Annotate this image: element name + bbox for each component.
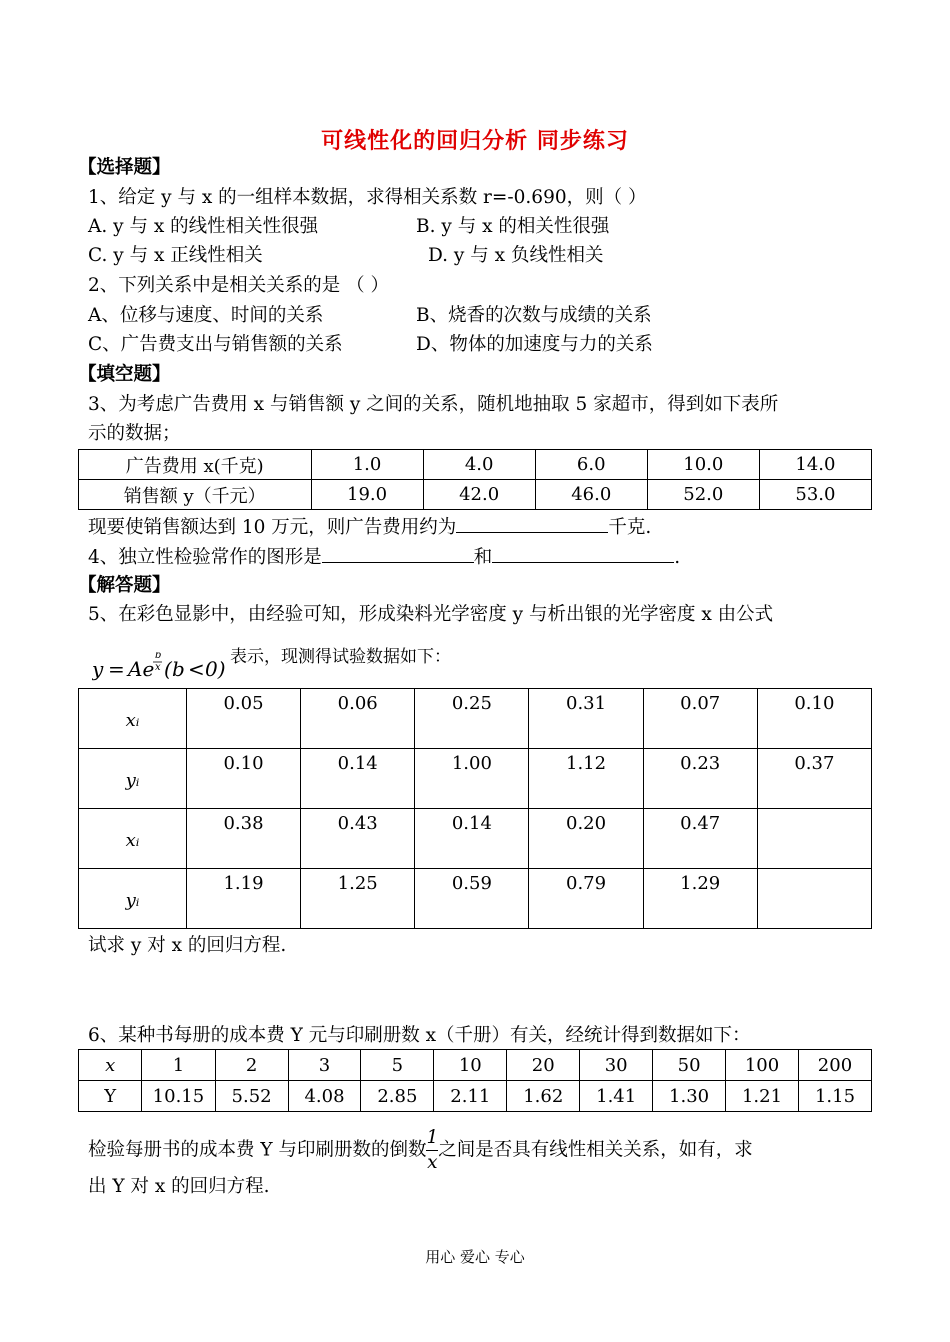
question-5-line1: 5、在彩色显影中，由经验可知，形成染料光学密度 y 与析出银的光学密度 x 由公式: [88, 604, 774, 625]
row-label-y: yᵢ: [79, 749, 187, 809]
table-cell: 0.14: [301, 749, 415, 809]
table-cell: 0.14: [415, 809, 529, 869]
table-cell: 1: [142, 1050, 215, 1081]
row-label-y: yᵢ: [79, 869, 187, 929]
table-cell: 1.19: [186, 869, 300, 929]
question-2: 2、下列关系中是相关关系的是 （ ）: [88, 275, 390, 296]
table-cell: 1.21: [726, 1081, 799, 1112]
answer-blank: [456, 514, 608, 533]
question-6: 6、某种书每册的成本费 Y 元与印刷册数 x（千册）有关，经统计得到数据如下：: [88, 1025, 751, 1046]
question-5-line2: 表示，现测得试验数据如下：: [230, 647, 451, 667]
table-cell: [757, 809, 871, 869]
table-cell: 1.00: [415, 749, 529, 809]
table-cell: 1.30: [653, 1081, 726, 1112]
table-cell: 0.20: [529, 809, 643, 869]
q4-end: .: [674, 547, 681, 568]
table-cell: 0.23: [643, 749, 757, 809]
table-cell: 0.37: [757, 749, 871, 809]
question-3-line1: 3、为考虑广告费用 x 与销售额 y 之间的关系，随机地抽取 5 家超市，得到如下表所: [88, 394, 779, 415]
table-cell: 5: [361, 1050, 434, 1081]
question-4: [88, 544, 680, 570]
table-cell: 0.43: [301, 809, 415, 869]
q4-text: 4、独立性检验常作的图形是: [88, 547, 322, 568]
fraction-denominator: x: [427, 1152, 438, 1173]
table-cell: 0.59: [415, 869, 529, 929]
q1-option-d: D. y 与 x 负线性相关: [428, 245, 604, 266]
fraction-numerator: 1: [426, 1126, 438, 1151]
table-row: [79, 1081, 872, 1112]
question-3-line2: 示的数据；: [88, 423, 181, 444]
table-cell: 1.41: [580, 1081, 653, 1112]
formula-text: [92, 652, 102, 653]
table-row: [79, 869, 872, 929]
svg-text:y: y: [92, 657, 104, 681]
table-cell: 3: [288, 1050, 361, 1081]
svg-text:Ae: Ae: [128, 657, 155, 681]
table-cell: 0.25: [415, 689, 529, 749]
table-cell: 0.05: [186, 689, 300, 749]
section-fill: 【填空题】: [78, 364, 171, 385]
table-cell: 0.31: [529, 689, 643, 749]
table-cell: 20: [507, 1050, 580, 1081]
table-cell: 10.15: [142, 1081, 215, 1112]
table-cell: 53.0: [759, 480, 871, 510]
density-table: [78, 688, 872, 929]
question-1: 1、给定 y 与 x 的一组样本数据，求得相关系数 r=-0.690，则（ ）: [88, 187, 647, 208]
question-6-line1: [88, 1126, 753, 1175]
table-cell: 1.0: [311, 450, 423, 480]
svg-text:=: =: [108, 657, 125, 681]
q1-option-c: C. y 与 x 正线性相关: [88, 245, 263, 266]
table-row: [79, 1050, 872, 1081]
question-3-ending: [88, 514, 651, 540]
svg-text:b: b: [172, 657, 185, 681]
table-cell: 1.29: [643, 869, 757, 929]
q2-option-d: D、物体的加速度与力的关系: [416, 334, 653, 355]
table-cell: 2.85: [361, 1081, 434, 1112]
page-title: 可线性化的回归分析 同步练习: [321, 128, 629, 154]
table-row-label: 销售额 y（千元）: [79, 480, 312, 510]
table-cell: 5.52: [215, 1081, 288, 1112]
table-cell: 200: [798, 1050, 871, 1081]
table-cell: 10.0: [647, 450, 759, 480]
table-row: [79, 480, 872, 510]
q3-end-text: 现要使销售额达到 10 万元，则广告费用约为: [88, 517, 457, 538]
table-cell: 4.08: [288, 1081, 361, 1112]
q2-option-b: B、烧香的次数与成绩的关系: [416, 305, 652, 326]
table-cell: 46.0: [535, 480, 647, 510]
svg-text:b: b: [155, 652, 162, 661]
row-label-x: xᵢ: [79, 689, 187, 749]
table-cell: 0.10: [757, 689, 871, 749]
q2-option-c: C、广告费支出与销售额的关系: [88, 334, 343, 355]
svg-text:(: (: [164, 657, 172, 681]
table-cell: 0.47: [643, 809, 757, 869]
table-cell: 1.12: [529, 749, 643, 809]
table-cell: 0.07: [643, 689, 757, 749]
q1-option-a: A. y 与 x 的线性相关性很强: [88, 216, 319, 237]
table-cell: 4.0: [423, 450, 535, 480]
formula-graphic: [92, 652, 232, 692]
table-row: [79, 689, 872, 749]
q6-text-b: 之间是否具有线性相关关系，如有，求: [438, 1139, 753, 1161]
fraction-one-over-x: [426, 1126, 438, 1175]
svg-text:x: x: [155, 662, 161, 673]
row-label-x: x: [79, 1050, 142, 1081]
table-cell: 6.0: [535, 450, 647, 480]
table-row: [79, 749, 872, 809]
table-cell: 2.11: [434, 1081, 507, 1112]
svg-text:<: <: [188, 657, 205, 681]
table-row: [79, 809, 872, 869]
q2-option-a: A、位移与速度、时间的关系: [88, 305, 324, 326]
table-cell: 0.10: [186, 749, 300, 809]
answer-blank: [492, 544, 674, 563]
table-cell: 30: [580, 1050, 653, 1081]
row-label-x: xᵢ: [79, 809, 187, 869]
table-cell: 0.06: [301, 689, 415, 749]
row-label-y: Y: [79, 1081, 142, 1112]
svg-text:0): 0): [205, 657, 226, 681]
table-cell: 1.25: [301, 869, 415, 929]
section-choice: 【选择题】: [78, 157, 171, 178]
section-solve: 【解答题】: [78, 575, 171, 596]
page-footer: 用心 爱心 专心: [425, 1248, 525, 1266]
table-cell: 0.79: [529, 869, 643, 929]
table-cell: 2: [215, 1050, 288, 1081]
question-6-line2: 出 Y 对 x 的回归方程.: [88, 1176, 270, 1197]
ad-sales-table: [78, 449, 872, 510]
table-row-label: 广告费用 x(千克): [79, 450, 312, 480]
q6-text-a: 检验每册书的成本费 Y 与印刷册数的倒数: [88, 1139, 427, 1161]
book-cost-table: [78, 1049, 872, 1112]
table-cell: 42.0: [423, 480, 535, 510]
q3-end-unit: 千克.: [608, 517, 652, 538]
question-5-ending: 试求 y 对 x 的回归方程.: [88, 935, 287, 956]
answer-blank: [322, 544, 474, 563]
table-cell: 1.15: [798, 1081, 871, 1112]
table-cell: 0.38: [186, 809, 300, 869]
table-cell: [757, 869, 871, 929]
table-cell: 19.0: [311, 480, 423, 510]
q4-and: 和: [473, 547, 493, 568]
table-cell: 100: [726, 1050, 799, 1081]
table-row: [79, 450, 872, 480]
table-cell: 52.0: [647, 480, 759, 510]
table-cell: 50: [653, 1050, 726, 1081]
table-cell: 10: [434, 1050, 507, 1081]
q1-option-b: B. y 与 x 的相关性很强: [416, 216, 610, 237]
table-cell: 14.0: [759, 450, 871, 480]
table-cell: 1.62: [507, 1081, 580, 1112]
